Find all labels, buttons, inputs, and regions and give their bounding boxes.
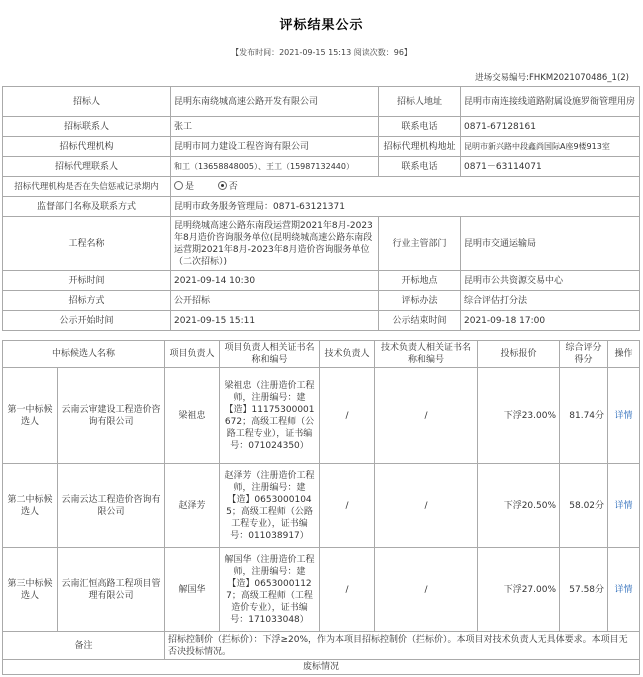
detail-link[interactable]: 详情 [608, 464, 640, 548]
remark-label: 备注 [3, 632, 165, 660]
radio-yes-label: 是 [185, 181, 195, 192]
bidder-addr-value: 昆明市南连接线道路附属设施罗衙管理用房 [461, 87, 640, 117]
remark-value: 招标控制价（拦标价）：下浮≥20%，作为本项目招标控制价（拦标价）。本项目对技术负责人无具体要求。本项目无否决投标情况。 [165, 632, 640, 660]
eval-value: 综合评估打分法 [461, 291, 640, 311]
head-score: 综合评分得分 [560, 341, 608, 368]
supervise-value: 昆明市政务服务管理局：0871-63121371 [171, 197, 640, 217]
candidate-price: 下浮20.50% [478, 464, 560, 548]
head-op: 操作 [608, 341, 640, 368]
project-label: 工程名称 [3, 217, 171, 271]
table-row [3, 464, 640, 548]
open-place-value: 昆明市公共资源交易中心 [461, 271, 640, 291]
table-row [3, 548, 640, 632]
agency-phone-label: 联系电话 [379, 157, 461, 177]
pub-end-value: 2021-09-18 17:00 [461, 311, 640, 331]
radio-no-label: 否 [228, 181, 238, 192]
candidate-rank: 第一中标候选人 [3, 368, 58, 464]
candidate-score: 81.74分 [560, 368, 608, 464]
agency-addr-value: 昆明市新兴路中段鑫尚国际A座9楼913室 [461, 137, 640, 157]
candidate-name: 云南汇恒高路工程项目管理有限公司 [58, 548, 165, 632]
candidate-price: 下浮23.00% [478, 368, 560, 464]
method-value: 公开招标 [171, 291, 379, 311]
project-value: 昆明绕城高速公路东南段运营期2021年8月-2023年8月造价咨询服务单位(昆明绕城高速公路东南段运营期2021年8月-2023年8月造价咨询服务单位（二次招标）) [171, 217, 379, 271]
head-pm: 项目负责人 [165, 341, 220, 368]
candidate-tech-cert: / [375, 464, 478, 548]
supervise-label: 监督部门名称及联系方式 [3, 197, 171, 217]
head-name: 中标候选人名称 [3, 341, 165, 368]
dept-label: 行业主管部门 [379, 217, 461, 271]
candidate-name: 云南云达工程造价咨询有限公司 [58, 464, 165, 548]
bidder-label: 招标人 [3, 87, 171, 117]
dishonest-options [171, 177, 640, 197]
candidates-table [2, 340, 640, 675]
pub-start-value: 2021-09-15 15:11 [171, 311, 379, 331]
method-label: 招标方式 [3, 291, 171, 311]
publish-meta: 【发布时间：2021-09-15 15:13 阅读次数：96】 [231, 48, 412, 57]
dept-value: 昆明市交通运输局 [461, 217, 640, 271]
candidate-pm-cert: 梁祖忠（注册造价工程师，注册编号：建【造】11175300001672；高级工程师（公路工程专业），证书编号：071024350） [220, 368, 320, 464]
candidate-tech: / [320, 464, 375, 548]
transaction-number: 进场交易编号:FHKM2021070486_1(2) [475, 73, 629, 83]
head-tech: 技术负责人 [320, 341, 375, 368]
page-title: 评标结果公示 [279, 18, 364, 33]
open-time-value: 2021-09-14 10:30 [171, 271, 379, 291]
contact-value: 张工 [171, 117, 379, 137]
radio-no[interactable] [218, 181, 227, 190]
candidate-price: 下浮27.00% [478, 548, 560, 632]
pub-start-label: 公示开始时间 [3, 311, 171, 331]
phone-value: 0871-67128161 [461, 117, 640, 137]
agency-label: 招标代理机构 [3, 137, 171, 157]
candidate-tech: / [320, 548, 375, 632]
detail-link[interactable]: 详情 [608, 368, 640, 464]
candidate-pm-cert: 赵泽芳（注册造价工程师，注册编号：建【造】06530001045；高级工程师（公路工程专业），证书编号：011038917） [220, 464, 320, 548]
agency-addr-label: 招标代理机构地址 [379, 137, 461, 157]
candidate-name: 云南云审建设工程造价咨询有限公司 [58, 368, 165, 464]
open-place-label: 开标地点 [379, 271, 461, 291]
phone-label: 联系电话 [379, 117, 461, 137]
contact-label: 招标联系人 [3, 117, 171, 137]
agency-value: 昆明市同力建设工程咨询有限公司 [171, 137, 379, 157]
agency-phone-value: 0871－63114071 [461, 157, 640, 177]
detail-link[interactable]: 详情 [608, 548, 640, 632]
candidate-tech: / [320, 368, 375, 464]
candidate-pm: 解国华 [165, 548, 220, 632]
candidate-pm-cert: 解国华（注册造价工程师，注册编号：建【造】06530001127；高级工程师（工程造价专业），证书编号：171033048） [220, 548, 320, 632]
table-row [3, 368, 640, 464]
candidate-pm: 赵泽芳 [165, 464, 220, 548]
void-bid-heading: 废标情况 [3, 660, 640, 675]
dishonest-label: 招标代理机构是否在失信惩戒记录期内 [3, 177, 171, 197]
open-time-label: 开标时间 [3, 271, 171, 291]
candidate-rank: 第三中标候选人 [3, 548, 58, 632]
head-pm-cert: 项目负责人相关证书名称和编号 [220, 341, 320, 368]
agency-contact-label: 招标代理联系人 [3, 157, 171, 177]
head-tech-cert: 技术负责人相关证书名称和编号 [375, 341, 478, 368]
pub-end-label: 公示结束时间 [379, 311, 461, 331]
info-table [2, 86, 640, 331]
bidder-addr-label: 招标人地址 [379, 87, 461, 117]
radio-yes[interactable] [174, 181, 183, 190]
candidate-score: 57.58分 [560, 548, 608, 632]
candidate-score: 58.02分 [560, 464, 608, 548]
head-price: 投标报价 [478, 341, 560, 368]
candidate-pm: 梁祖忠 [165, 368, 220, 464]
agency-contact-value: 和工（13658848005）、王工（15987132440） [171, 157, 379, 177]
candidate-tech-cert: / [375, 548, 478, 632]
candidate-tech-cert: / [375, 368, 478, 464]
bidder-value: 昆明东南绕城高速公路开发有限公司 [171, 87, 379, 117]
candidate-rank: 第二中标候选人 [3, 464, 58, 548]
eval-label: 评标办法 [379, 291, 461, 311]
